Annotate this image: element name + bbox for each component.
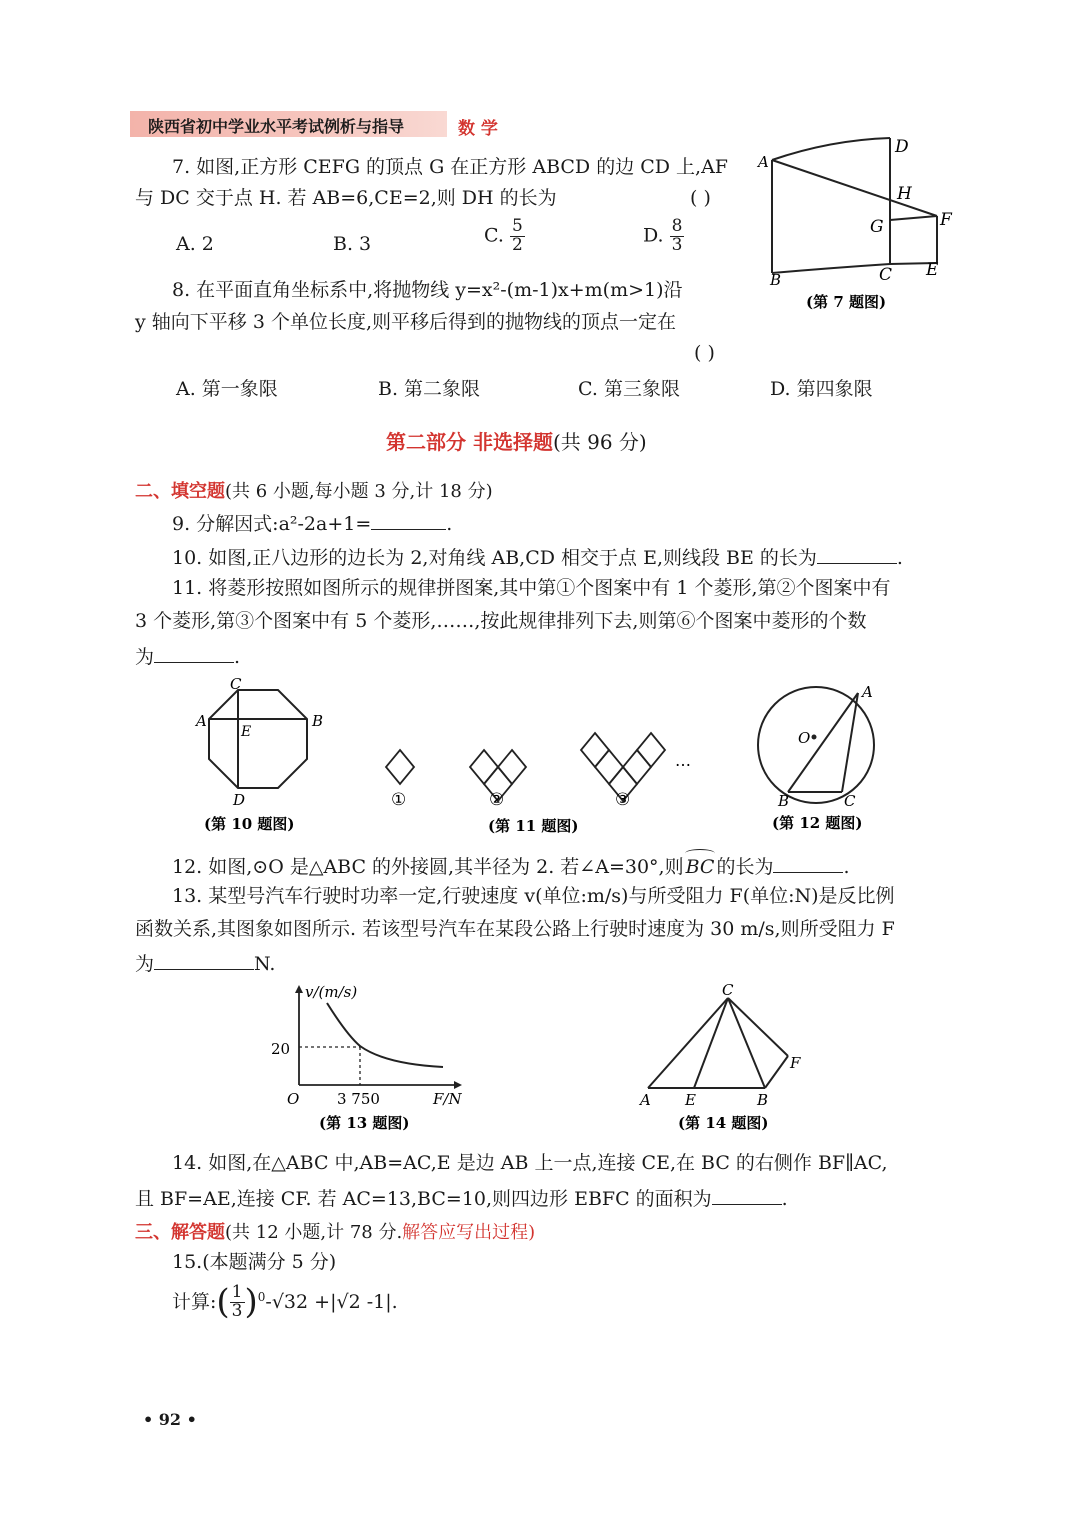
q13-line2: 函数关系,其图象如图所示. 若该型号汽车在某段公路上行驶时速度为 30 m/s,则所受阻力 F	[135, 918, 895, 940]
fig7-label-d: D	[895, 137, 909, 157]
q7-option-d: D. $\frac{8}{3}$	[643, 216, 683, 255]
fig11-label-1: ①	[391, 790, 407, 810]
q13-line1: 13. 某型号汽车行驶时功率一定,行驶速度 v(单位:m/s)与所受阻力 F(单位:N)是反比例	[172, 885, 895, 907]
fig10-label-c: C	[230, 675, 242, 693]
q8-option-b: B. 第二象限	[378, 378, 481, 400]
rhombus	[386, 750, 414, 784]
q12: 12. 如图,⊙O 是△ABC 的外接圆,其半径为 2. 若∠A=30°,则 BC 的长为 .	[172, 853, 850, 879]
fig7-label-b: B	[770, 271, 782, 289]
q9: 9. 分解因式:a²-2a+1= .	[172, 510, 452, 536]
q7-answer-paren: ( )	[690, 187, 711, 209]
fig13-caption: (第 13 题图)	[319, 1114, 410, 1132]
fig13-origin: O	[287, 1090, 300, 1108]
fig13-y-tick: 20	[271, 1040, 291, 1058]
fig10-label-e: E	[241, 724, 252, 740]
book-title: 陕西省初中学业水平考试例析与指导	[148, 117, 405, 136]
fig10-label-d: D	[233, 791, 246, 809]
fig11-ellipsis: …	[675, 751, 691, 770]
fig11-label-3: ③	[615, 790, 631, 810]
fig14-label-f: F	[790, 1054, 801, 1072]
q15-expression: 计算: ( $\frac{1}{3}$ ) $^0$ -√32 +|√2 -1|.	[172, 1282, 398, 1323]
part2-heading: 第二部分 非选择题(共 96 分)	[386, 430, 647, 454]
fig14-label-e: E	[685, 1091, 696, 1109]
figure-14	[630, 978, 820, 1138]
figure-13	[265, 980, 475, 1140]
q14-line1: 14. 如图,在△ABC 中,AB=AC,E 是边 AB 上一点,连接 CE,在 BC 的右侧作 BF∥AC,	[172, 1152, 888, 1174]
q15-heading: 15.(本题满分 5 分)	[172, 1251, 337, 1273]
q7-option-c: C. $\frac{5}{2}$	[484, 216, 523, 255]
fig13-x-tick: 3 750	[337, 1090, 380, 1108]
fig12-label-a: A	[862, 683, 873, 701]
fig14-label-c: C	[722, 981, 734, 999]
fig12-label-b: B	[778, 792, 790, 810]
q8-option-a: A. 第一象限	[176, 378, 278, 400]
section3-heading: 三、解答题(共 12 小题,计 78 分.解答应写出过程)	[135, 1222, 536, 1243]
fig12-caption: (第 12 题图)	[772, 814, 863, 832]
fig10-label-a: A	[196, 712, 207, 730]
fig12-label-c: C	[844, 792, 856, 810]
fig7-label-h: H	[897, 184, 912, 204]
fig11-label-2: ②	[489, 790, 505, 810]
q7-option-b: B. 3	[333, 233, 372, 255]
q8-line2: y 轴向下平移 3 个单位长度,则平移后得到的抛物线的顶点一定在	[135, 311, 676, 333]
fig13-y-label: v/(m/s)	[305, 983, 358, 1001]
q8-answer-paren: ( )	[694, 342, 715, 364]
fig13-x-label: F/N	[433, 1090, 462, 1108]
q11-line3: 为 .	[135, 643, 240, 669]
q10: 10. 如图,正八边形的边长为 2,对角线 AB,CD 相交于点 E,则线段 BE 的长为 .	[172, 544, 903, 570]
fig7-label-g: G	[870, 217, 884, 237]
section2-heading: 二、填空题(共 6 小题,每小题 3 分,计 18 分)	[135, 481, 493, 502]
q8-option-d: D. 第四象限	[770, 378, 873, 400]
figure-10	[190, 674, 340, 839]
q8-option-c: C. 第三象限	[578, 378, 680, 400]
q7-option-a: A. 2	[176, 233, 214, 255]
q7-line1: 7. 如图,正方形 CEFG 的顶点 G 在正方形 ABCD 的边 CD 上,AF	[172, 156, 728, 178]
fig11-caption: (第 11 题图)	[488, 817, 579, 835]
figure-11	[370, 700, 700, 840]
fig14-label-a: A	[640, 1091, 651, 1109]
fig14-label-b: B	[757, 1091, 769, 1109]
fig7-label-e: E	[926, 260, 939, 280]
fig7-label-a: A	[758, 153, 769, 171]
fig10-label-b: B	[312, 712, 324, 730]
fig7-label-c: C	[879, 265, 893, 285]
q8-line1: 8. 在平面直角坐标系中,将抛物线 y=x²-(m-1)x+m(m>1)沿	[172, 279, 683, 301]
q14-line2: 且 BF=AE,连接 CF. 若 AC=13,BC=10,则四边形 EBFC 的面积为 .	[135, 1185, 788, 1211]
q7-line2: 与 DC 交于点 H. 若 AB=6,CE=2,则 DH 的长为	[135, 187, 557, 209]
subject-label: 数 学	[458, 119, 498, 139]
q13-line3: 为 N.	[135, 950, 275, 976]
fig14-caption: (第 14 题图)	[678, 1114, 769, 1132]
figure-12	[750, 672, 900, 838]
fig12-label-o: O	[798, 729, 811, 747]
fig7-label-f: F	[940, 210, 952, 230]
fig7-caption: (第 7 题图)	[806, 293, 887, 311]
fig10-caption: (第 10 题图)	[204, 815, 295, 833]
q11-line2: 3 个菱形,第③个图案中有 5 个菱形,……,按此规律排列下去,则第⑥个图案中菱形的个数	[135, 610, 867, 632]
figure-7	[750, 130, 970, 320]
q11-line1: 11. 将菱形按照如图所示的规律拼图案,其中第①个图案中有 1 个菱形,第②个图案中有	[172, 577, 891, 599]
page-number: • 92 •	[143, 1410, 197, 1429]
